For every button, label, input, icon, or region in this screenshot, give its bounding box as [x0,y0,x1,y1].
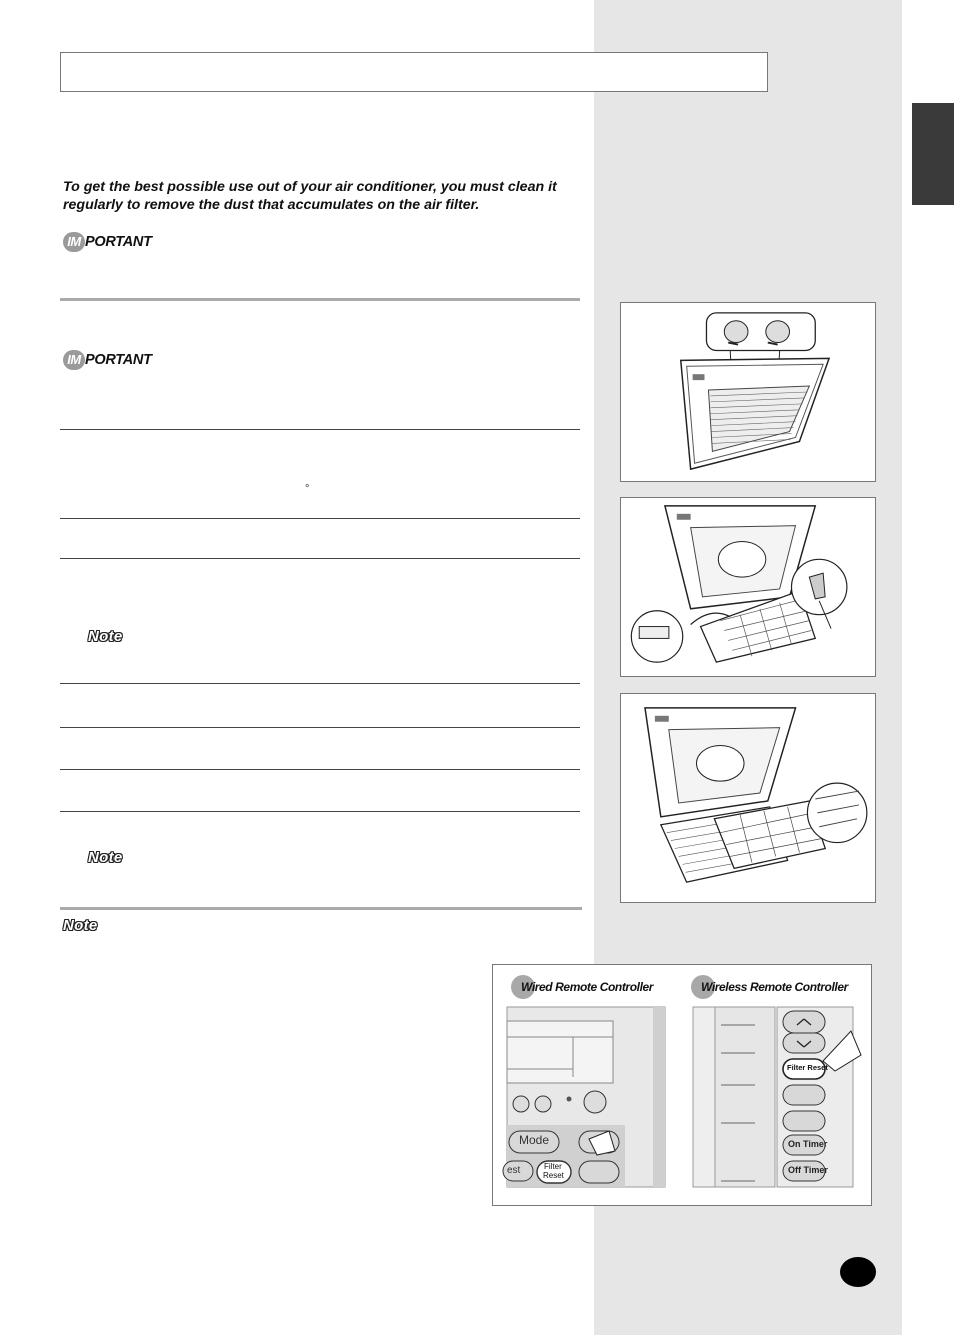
section-divider [60,907,582,910]
important-text: PORTANT [85,234,152,250]
note-label: Note [88,849,123,866]
wireless-on-timer-label: On Timer [788,1139,828,1149]
wireless-remote [693,1007,861,1187]
figure-grille-opened [620,497,876,677]
note-label: Note [63,917,98,934]
step-divider [60,811,580,812]
section-divider [60,298,580,301]
important-badge: IM [63,232,85,252]
chapter-tab [912,103,954,205]
important-text: PORTANT [85,352,152,368]
intro-paragraph: To get the best possible use out of your air conditioner, you must clean it regularly to remove the dust that accumulates on the air filter. [63,179,557,213]
wired-filter-reset-label-top: Filter [544,1162,562,1171]
important-badge: IM [63,350,85,370]
grille-knobs-illustration [621,303,875,481]
step-divider [60,769,580,770]
filter-removed-illustration [621,694,875,902]
page-number-badge [840,1257,876,1287]
wired-test-button-label: est [507,1165,521,1176]
wireless-filter-reset-label: Filter Reset [787,1063,828,1072]
remote-controller-panel [492,964,872,1206]
wired-filter-reset-label-bottom: Reset [543,1171,564,1180]
step-divider [60,518,580,519]
opened-grille-illustration [621,498,875,676]
step-divider [60,558,580,559]
wired-mode-button-label: Mode [519,1133,550,1147]
wireless-remote-heading [691,975,848,999]
wired-remote [503,1007,665,1187]
figure-open-grille-knobs [620,302,876,482]
figure-filter-removed [620,693,876,903]
wireless-off-timer-label: Off Timer [788,1165,828,1175]
wireless-remote-title: Wireless Remote Controller [701,980,848,994]
important-label [63,232,152,252]
wired-remote-heading [511,975,653,999]
step-divider [60,727,580,728]
important-label [63,350,152,370]
note-label: Note [88,628,123,645]
step-divider [60,429,580,430]
step-divider [60,683,580,684]
section-title-box [60,52,768,92]
wired-remote-title: Wired Remote Controller [521,980,654,994]
degree-symbol: ° [305,483,310,495]
